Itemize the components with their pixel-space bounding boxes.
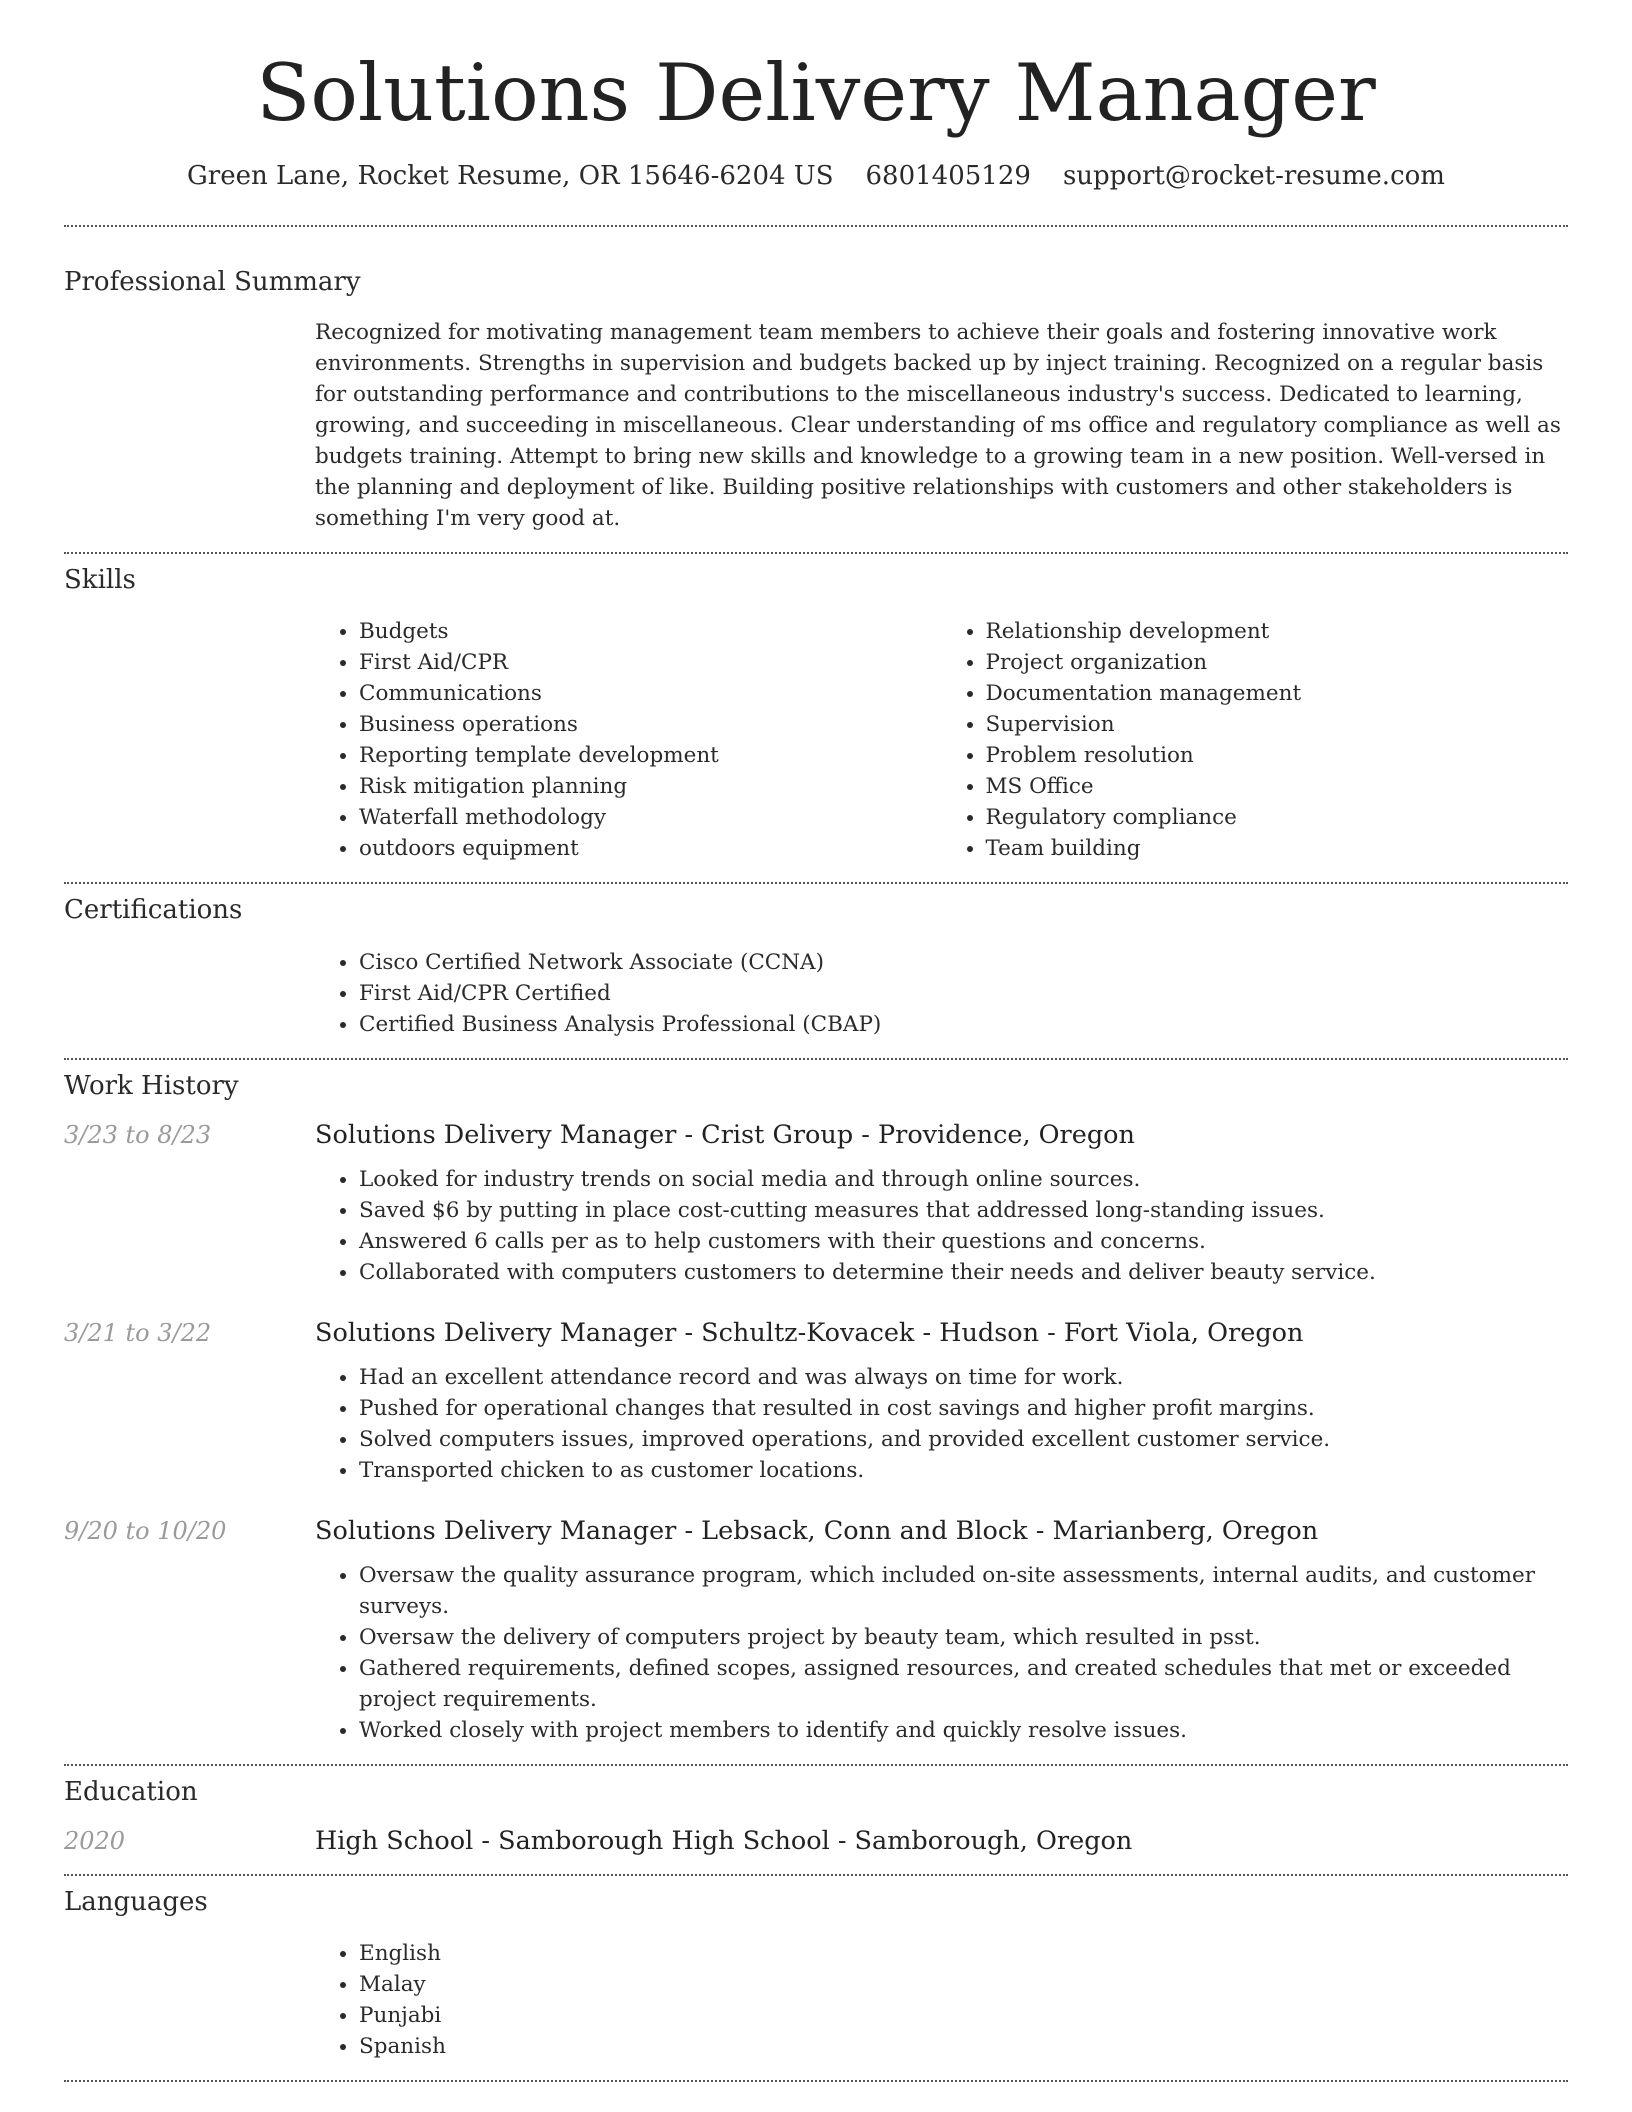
list-item: • Reporting template development	[359, 740, 942, 771]
skills-list-left	[315, 616, 942, 864]
list-item: • Documentation management	[986, 678, 1569, 709]
job-date: 3/21 to 3/22	[64, 1318, 212, 1347]
list-item: • English	[359, 1938, 1568, 1969]
job-date: 3/23 to 8/23	[64, 1120, 212, 1149]
contact-address: Green Lane, Rocket Resume, OR 15646-6204 US	[187, 160, 834, 191]
list-item: • Worked closely with project members to identify and quickly resolve issues.	[359, 1715, 1568, 1746]
list-item: • Risk mitigation planning	[359, 771, 942, 802]
section-summary	[64, 227, 1568, 534]
section-education	[64, 1766, 1568, 1856]
list-item: • Regulatory compliance	[986, 802, 1569, 833]
job-bullets	[315, 1560, 1568, 1746]
resume-header	[64, 0, 1568, 191]
education-date: 2020	[64, 1826, 126, 1855]
job-bullets	[315, 1362, 1568, 1486]
summary-text: Recognized for motivating management team members to achieve their goals and fostering innovative work environments. Strengths in supervision and budgets backed up by inject training. Recognized on a regular basis for outstanding performance and contributions to the miscellaneous industry's success. Dedicated to learning, growing, and succeeding in miscellaneous. Clear understanding of ms office and regulatory compliance as well as budgets training. Attempt to bring new skills and knowledge to a growing team in a new position. Well-versed in the planning and deployment of like. Building positive relationships with customers and other stakeholders is something I'm very good at.	[315, 320, 1561, 532]
candidate-name: Solutions Delivery Manager	[256, 47, 1376, 139]
list-item: • Relationship development	[986, 616, 1569, 647]
list-item: • Supervision	[986, 709, 1569, 740]
section-title-summary: Professional Summary	[64, 266, 361, 297]
job-heading: Solutions Delivery Manager - Crist Group - Providence, Oregon	[315, 1119, 1135, 1150]
list-item: • Looked for industry trends on social media and through online sources.	[359, 1164, 1568, 1195]
list-item: • Collaborated with computers customers to determine their needs and deliver beauty service.	[359, 1257, 1568, 1288]
list-item: • Communications	[359, 678, 942, 709]
list-item: • Project organization	[986, 647, 1569, 678]
list-item: • First Aid/CPR	[359, 647, 942, 678]
list-item: • Cisco Certified Network Associate (CCNA)	[359, 947, 1568, 978]
section-languages	[64, 1876, 1568, 2062]
section-title-work: Work History	[64, 1070, 239, 1101]
list-item: • Solved computers issues, improved operations, and provided excellent customer service.	[359, 1424, 1568, 1455]
section-title-certifications: Certifications	[64, 895, 243, 926]
job-entry	[64, 1318, 1568, 1486]
list-item: • Had an excellent attendance record and was always on time for work.	[359, 1362, 1568, 1393]
section-title-skills: Skills	[64, 565, 136, 596]
list-item: • Certified Business Analysis Professional (CBAP)	[359, 1009, 1568, 1040]
education-heading: High School - Samborough High School - Samborough, Oregon	[315, 1825, 1133, 1856]
section-title-languages: Languages	[64, 1886, 208, 1917]
list-item: • Oversaw the quality assurance program, which included on-site assessments, internal audits, and customer surveys.	[359, 1560, 1568, 1622]
list-item: • Pushed for operational changes that resulted in cost savings and higher profit margins.	[359, 1393, 1568, 1424]
skills-list-right	[942, 616, 1569, 864]
languages-list	[315, 1938, 1568, 2062]
divider	[64, 2080, 1568, 2082]
list-item: • MS Office	[986, 771, 1569, 802]
job-bullets	[315, 1164, 1568, 1288]
contact-email: support@rocket-resume.com	[1062, 160, 1445, 191]
list-item: • Punjabi	[359, 2000, 1568, 2031]
list-item: • Gathered requirements, defined scopes, assigned resources, and created schedules that met or exceeded project requirements.	[359, 1653, 1568, 1715]
contact-phone: 6801405129	[865, 160, 1031, 191]
list-item: • Saved $6 by putting in place cost-cutting measures that addressed long-standing issues.	[359, 1195, 1568, 1226]
job-entry	[64, 1120, 1568, 1288]
job-heading: Solutions Delivery Manager - Lebsack, Conn and Block - Marianberg, Oregon	[315, 1515, 1319, 1546]
certifications-list	[315, 947, 1568, 1040]
job-date: 9/20 to 10/20	[64, 1516, 227, 1545]
list-item: • Waterfall methodology	[359, 802, 942, 833]
list-item: • Transported chicken to as customer locations.	[359, 1455, 1568, 1486]
list-item: • Problem resolution	[986, 740, 1569, 771]
section-title-education: Education	[64, 1776, 198, 1807]
list-item: • Malay	[359, 1969, 1568, 2000]
list-item: • First Aid/CPR Certified	[359, 978, 1568, 1009]
contact-line	[64, 161, 1568, 191]
section-certifications	[64, 884, 1568, 1039]
list-item: • outdoors equipment	[359, 833, 942, 864]
section-work-history	[64, 1060, 1568, 1746]
list-item: • Team building	[986, 833, 1569, 864]
list-item: • Business operations	[359, 709, 942, 740]
list-item: • Answered 6 calls per as to help customers with their questions and concerns.	[359, 1226, 1568, 1257]
job-entry	[64, 1516, 1568, 1746]
list-item: • Spanish	[359, 2031, 1568, 2062]
section-skills	[64, 554, 1568, 864]
list-item: • Budgets	[359, 616, 942, 647]
job-heading: Solutions Delivery Manager - Schultz-Kovacek - Hudson - Fort Viola, Oregon	[315, 1317, 1304, 1348]
list-item: • Oversaw the delivery of computers project by beauty team, which resulted in psst.	[359, 1622, 1568, 1653]
